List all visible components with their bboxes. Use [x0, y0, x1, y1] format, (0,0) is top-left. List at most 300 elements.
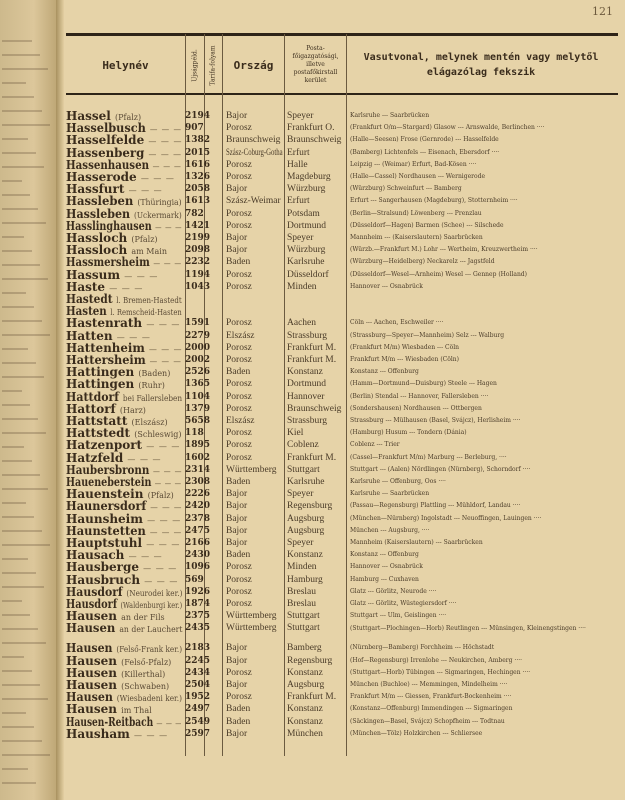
- copy-count: 2098: [185, 245, 211, 256]
- postal-district: Frankfurt M.: [287, 342, 337, 353]
- copy-count: 1382: [185, 135, 211, 146]
- adjacent-page-text-line: [2, 712, 26, 714]
- adjacent-page-text-line: [2, 348, 28, 350]
- railway-route: Frankfurt M/m --- Giessen, Frankfurt-Bockenheim ····: [350, 693, 512, 701]
- copy-count: 1043: [185, 281, 211, 292]
- adjacent-page-text-line: [2, 152, 36, 154]
- place-name-main: Hattingen: [66, 377, 135, 392]
- country: Porosz: [226, 667, 252, 678]
- place-qualifier: (Neurodei ker.): [126, 588, 183, 598]
- copy-count: 2549: [185, 716, 211, 727]
- adjacent-page-text-line: [2, 124, 50, 126]
- leader-dots: — — —: [124, 271, 159, 281]
- place-name-main: Hattersheim: [66, 353, 146, 367]
- place-name-main: Haunstetten: [66, 523, 146, 538]
- table-row: [66, 208, 618, 220]
- adjacent-page-text-line: [2, 488, 48, 490]
- leader-dots: — — —: [153, 259, 183, 269]
- railway-route: (Passau—Regensburg) Plattling --- Mühldorf, Landau ····: [350, 502, 521, 510]
- country: Bajor: [226, 489, 248, 500]
- railway-route: Hannover --- Osnabrück: [350, 282, 423, 290]
- place-name-main: Hassleben: [66, 194, 134, 209]
- copy-count: 2199: [185, 233, 211, 243]
- country: Baden: [226, 257, 251, 268]
- header-post: Posta- főigazgatósági, illetve postafőkirstall kerület: [292, 45, 339, 84]
- country: Baden: [226, 477, 251, 487]
- place-qualifier: am Main: [131, 247, 167, 257]
- railway-route: (Cassel—Frankfurt M/m) Marburg --- Berleburg, ····: [350, 453, 507, 461]
- railway-route: (Strassburg—Speyer—Mannheim) Selz --- Walburg: [350, 331, 505, 339]
- copy-count: 2308: [185, 477, 211, 487]
- country: Elszász: [226, 330, 255, 341]
- place-name-main: Haunersdorf: [66, 499, 147, 514]
- adjacent-page-text-line: [2, 194, 30, 196]
- postal-district: Speyer: [287, 111, 314, 121]
- country: Porosz: [226, 281, 252, 292]
- adjacent-page-text-line: [2, 418, 38, 420]
- copy-count: 2378: [185, 513, 211, 524]
- leader-dots: — — —: [154, 479, 182, 488]
- postal-district: Frankfurt M.: [287, 692, 337, 703]
- postal-district: Speyer: [287, 538, 314, 548]
- postal-district: Dortmund: [287, 379, 327, 390]
- adjacent-page-text-line: [2, 502, 26, 504]
- leader-dots: — — —: [146, 442, 181, 452]
- postal-district: Dortmund: [287, 220, 327, 231]
- place-qualifier: (Pfalz): [131, 235, 158, 244]
- postal-district: Hannover: [287, 391, 325, 402]
- place-qualifier: bei Fallersleben: [122, 393, 183, 403]
- place-name-main: Hastedt: [66, 292, 113, 306]
- country: Württemberg: [226, 623, 277, 634]
- table-row: [66, 679, 618, 691]
- postal-district: Regensburg: [287, 501, 333, 512]
- place-name-main: Hausen: [66, 690, 113, 705]
- postal-district: München: [287, 728, 323, 739]
- adjacent-page-text-line: [2, 320, 42, 322]
- table-row: [66, 691, 618, 703]
- adjacent-page-text-line: [2, 446, 24, 448]
- table-row: [66, 598, 618, 610]
- place-name-main: Hassmersheim: [66, 255, 150, 270]
- copy-count: 2279: [185, 330, 211, 341]
- country: Bajor: [226, 111, 248, 121]
- place-name-main: Hattdorf: [66, 389, 120, 404]
- place-name: [66, 622, 182, 636]
- adjacent-page-text-line: [2, 558, 28, 560]
- adjacent-page-text-line: [2, 432, 46, 434]
- place-name-main: Hasserode: [66, 170, 137, 184]
- railway-route: (Stuttgart—Horb) Tübingen --- Sigmaringen, Hechingen ····: [350, 668, 531, 676]
- railway-route: München (Buchloe) --- Memmingen, Mindelheim ····: [350, 681, 508, 688]
- postal-district: Konstanz: [287, 367, 323, 378]
- copy-count: 2314: [185, 464, 211, 475]
- postal-district: Breslau: [287, 586, 317, 597]
- postal-district: Braunschweig: [287, 135, 342, 146]
- copy-count: 2475: [185, 525, 211, 536]
- railway-route: Mannheim --- (Kaiserslautern) Saarbrücken: [350, 234, 483, 241]
- railway-route: (Stuttgart—Plochingen—Horb) Reutlingen --- Münsingen, Kleinengstingen ····: [350, 625, 586, 633]
- postal-district: Frankfurt O.: [287, 123, 335, 134]
- place-name-main: Hattingen: [66, 365, 135, 380]
- adjacent-page-text-line: [2, 334, 50, 336]
- railway-route: (Berlin) Stendal --- Hannover, Fallersleben ····: [350, 392, 489, 400]
- country: Porosz: [226, 574, 252, 585]
- leader-dots: — — —: [149, 527, 183, 537]
- header-country: Ország: [233, 58, 274, 72]
- postal-district: Potsdam: [287, 208, 320, 219]
- table-row: [66, 464, 618, 476]
- postal-district: Karlsruhe: [287, 477, 325, 487]
- copy-count: 1104: [185, 391, 211, 402]
- table-row: [66, 171, 618, 183]
- copy-count: 1421: [185, 220, 211, 231]
- place-name-main: Haste: [66, 279, 106, 294]
- country: Bajor: [226, 233, 248, 243]
- country: Porosz: [226, 123, 252, 134]
- country: Porosz: [226, 452, 252, 463]
- adjacent-page-text-line: [2, 572, 36, 574]
- table-row: [66, 244, 618, 256]
- railway-route: (Frankfurt O/m—Stargard) Glasow --- Arnswalde, Berlinchen ····: [350, 124, 545, 132]
- postal-district: Breslau: [287, 599, 317, 609]
- table-row: [66, 561, 618, 573]
- adjacent-page-text-line: [2, 292, 26, 294]
- adjacent-page-text-line: [2, 390, 22, 392]
- place-name-main: Hausen: [66, 702, 117, 717]
- railway-route: Konstanz --- Offenburg: [350, 368, 419, 376]
- country: Porosz: [226, 692, 252, 703]
- copy-count: 2597: [185, 728, 211, 739]
- copy-count: 782: [185, 208, 204, 219]
- place-name-main: Hausen: [66, 678, 117, 692]
- postal-district: Karlsruhe: [287, 257, 325, 268]
- place-name-main: Hassloch: [66, 243, 128, 258]
- country: Elszász: [226, 416, 255, 426]
- leader-dots: — — —: [148, 137, 183, 147]
- postal-district: Düsseldorf: [287, 269, 329, 280]
- postal-district: Erfurt: [287, 147, 310, 158]
- place-name-main: Hasselbusch: [66, 121, 146, 136]
- place-name-main: Hasselfelde: [66, 133, 145, 148]
- copy-count: 2015: [185, 147, 211, 158]
- adjacent-page-text-line: [2, 698, 48, 700]
- railway-route: Konstanz --- Offenburg: [350, 551, 419, 559]
- table-row: [66, 366, 618, 378]
- copy-count: 2420: [185, 501, 211, 512]
- table-row: [66, 574, 618, 586]
- copy-count: 1895: [185, 440, 211, 451]
- table-row: [66, 667, 618, 679]
- railway-route: (Säckingen—Basel, Svájcz) Schopfheim --- Todtnau: [350, 717, 505, 725]
- adjacent-page-text-line: [2, 656, 24, 658]
- place-name-main: Hausbruch: [66, 572, 141, 587]
- table-row: [66, 439, 618, 451]
- postal-district: Kiel: [287, 428, 304, 439]
- adjacent-page-text-line: [2, 754, 50, 756]
- railway-route: Coblenz --- Trier: [350, 441, 400, 449]
- table-row: [66, 703, 618, 715]
- adjacent-page-text-line: [2, 474, 40, 476]
- railway-route: Cöln --- Aachen, Eschweiler ····: [350, 319, 444, 327]
- country: Baden: [226, 704, 251, 715]
- copy-count: 2002: [185, 355, 211, 365]
- country: Porosz: [226, 318, 252, 329]
- railway-route: Hannover --- Osnabrück: [350, 563, 423, 571]
- postal-district: Braunschweig: [287, 403, 342, 414]
- leader-dots: — — —: [156, 718, 183, 728]
- copy-count: 2058: [185, 184, 211, 195]
- header-tariff-label: Tarifa-folyam: [210, 44, 218, 86]
- postal-district: Strassburg: [287, 416, 327, 426]
- table-row: [66, 622, 618, 642]
- place-name-main: Hassel: [66, 109, 111, 123]
- place-qualifier: l. Bremen-Hastedt: [116, 296, 182, 305]
- leader-dots: — — —: [144, 576, 179, 586]
- railway-route: (Würzburg) Schweinfurt --- Bamberg: [350, 185, 462, 193]
- country: Porosz: [226, 159, 252, 170]
- adjacent-page-text-line: [2, 180, 22, 182]
- place-name-main: Hatzenport: [66, 438, 143, 453]
- copy-count: 2232: [185, 257, 211, 268]
- table-row: [66, 488, 618, 500]
- copy-count: 2166: [185, 538, 211, 548]
- railway-route: (Konstanz—Offenburg) Immendingen --- Sigmaringen: [350, 705, 513, 713]
- postal-district: Frankfurt M.: [287, 452, 337, 463]
- postal-district: Halle: [287, 159, 308, 170]
- table-row: [66, 134, 618, 146]
- copy-count: 5658: [185, 416, 211, 426]
- railway-route: Karlsruhe --- Saarbrücken: [350, 490, 430, 498]
- country: Bajor: [226, 513, 248, 524]
- postal-district: Aachen: [287, 318, 317, 329]
- place-qualifier: (Thüringia): [137, 198, 182, 208]
- leader-dots: — — —: [155, 222, 183, 232]
- place-qualifier: (Felső-Frank ker.): [116, 645, 183, 655]
- table-row: [66, 183, 618, 195]
- place-name-main: Hausen: [66, 653, 117, 668]
- railway-route: (Berlin—Stralsund) Löwenberg --- Prenzlau: [350, 209, 482, 217]
- place-name-main: Hausach: [66, 548, 125, 563]
- postal-district: Speyer: [287, 489, 314, 500]
- adjacent-page-text-line: [2, 768, 28, 770]
- place-name-main: Hasten: [66, 304, 107, 319]
- postal-district: Minden: [287, 562, 317, 573]
- adjacent-page-text-line: [2, 278, 48, 280]
- country: Württemberg: [226, 611, 277, 622]
- country: Porosz: [226, 269, 252, 280]
- copy-count: 1952: [185, 692, 211, 703]
- postal-district: Augsburg: [287, 513, 325, 524]
- place-name-main: Hattstatt: [66, 414, 128, 428]
- postal-district: Würzburg: [287, 245, 326, 256]
- place-qualifier: (Pfalz): [147, 491, 174, 501]
- country: Porosz: [226, 208, 252, 219]
- copy-count: 2435: [185, 623, 211, 634]
- table-row: [66, 500, 618, 512]
- table-row: [66, 122, 618, 134]
- copy-count: 2183: [185, 643, 211, 654]
- adjacent-page-text-line: [2, 544, 50, 546]
- place-name-main: Hausen: [66, 665, 117, 680]
- place-qualifier: (Waldenburgi ker.): [120, 601, 183, 610]
- table-row: [66, 330, 618, 342]
- copy-count: 2430: [185, 550, 211, 561]
- place-name-main: Hausham: [66, 726, 130, 741]
- adjacent-page-text-line: [2, 306, 34, 308]
- copy-count: 1874: [185, 599, 211, 609]
- postal-district: Konstanz: [287, 550, 323, 561]
- place-qualifier: (Schleswig): [134, 430, 182, 440]
- place-name-main: Hausdorf: [66, 584, 123, 599]
- railway-route: (Bamberg) Lichtenfels --- Eisenach, Ebersdorf ····: [350, 148, 500, 156]
- table-row: [66, 610, 618, 622]
- railway-route: Karlsruhe --- Saarbrücken: [350, 112, 430, 119]
- adjacent-page-text-line: [2, 236, 24, 238]
- copy-count: 907: [185, 123, 204, 134]
- country: Porosz: [226, 391, 252, 402]
- adjacent-page-text-line: [2, 250, 32, 252]
- table-row: [66, 525, 618, 537]
- copy-count: 118: [185, 428, 204, 439]
- place-name-main: Hausen: [66, 621, 116, 636]
- postal-district: Konstanz: [287, 667, 323, 678]
- leader-dots: — — —: [148, 149, 183, 159]
- table-row: [66, 232, 618, 244]
- table-row: [66, 537, 618, 549]
- country: Porosz: [226, 586, 252, 597]
- table-row: [66, 728, 618, 740]
- country: Württemberg: [226, 464, 277, 475]
- place-name-main: Hassleben: [66, 206, 131, 221]
- table-row: [66, 415, 618, 427]
- table-row: [66, 110, 618, 122]
- adjacent-page-text-line: [2, 166, 44, 168]
- copy-count: 1365: [185, 379, 211, 390]
- place-name-main: Hattenheim: [66, 340, 145, 355]
- place-name-main: Hattorf: [66, 401, 116, 416]
- railway-route: (Hamm—Dortmund—Duisburg) Steele --- Hagen: [350, 380, 497, 388]
- leader-dots: — — —: [127, 454, 162, 464]
- leader-dots: — — —: [109, 283, 144, 293]
- header-number-label: Ujságpéld.: [191, 48, 199, 82]
- postal-district: Würzburg: [287, 184, 326, 195]
- table-row: [66, 281, 618, 293]
- country: Bajor: [226, 525, 248, 536]
- table-row: [66, 655, 618, 667]
- copy-count: 1194: [185, 269, 211, 280]
- adjacent-page-text-line: [2, 782, 36, 784]
- table-row: [66, 147, 618, 159]
- railway-route: (München—Nürnberg) Ingolstadt --- Neuoffingen, Lauingen ····: [350, 514, 542, 522]
- leader-dots: — — —: [143, 564, 178, 574]
- leader-dots: — — —: [148, 344, 183, 354]
- table-row: [66, 378, 618, 390]
- place-qualifier: im Thal: [121, 706, 152, 716]
- country: Baden: [226, 367, 251, 378]
- copy-count: 1591: [185, 318, 211, 329]
- table-row: [66, 642, 618, 654]
- page-number: 121: [592, 5, 613, 18]
- table-row: [66, 269, 618, 281]
- railway-route: (Würzburg—Heidelberg) Neckarelz --- Jagstfeld: [350, 258, 495, 266]
- place-name-main: Hauptstuhl: [66, 536, 143, 550]
- table-row: [66, 342, 618, 354]
- postal-district: Frankfurt M.: [287, 355, 337, 365]
- railway-route: (Nürnberg—Bamberg) Forchheim --- Höchstadt: [350, 644, 495, 652]
- table-row: [66, 391, 618, 403]
- place-name: [66, 728, 168, 742]
- adjacent-page-text-line: [2, 614, 30, 616]
- country: Bajor: [226, 245, 248, 256]
- table-row: [66, 403, 618, 415]
- adjacent-page-text-line: [2, 684, 40, 686]
- railway-route: (Würzb.—Frankfurt M.) Lohr --- Wertheim, Kreuzwertheim ····: [350, 246, 538, 254]
- adjacent-page-edge: [0, 0, 56, 800]
- place-name-main: Hausen: [66, 609, 117, 624]
- copy-count: 2434: [185, 667, 211, 678]
- country: Bajor: [226, 680, 248, 690]
- place-qualifier: (Wiesbadeni ker.): [116, 694, 182, 704]
- leader-dots: — — —: [146, 540, 181, 549]
- postal-district: Bamberg: [287, 643, 322, 654]
- railway-route: Leipzig --- (Weimar) Erfurt, Bad-Kösen ····: [350, 160, 477, 168]
- postal-district: Hamburg: [287, 574, 323, 585]
- country: Porosz: [226, 220, 252, 231]
- table-row: [66, 195, 618, 207]
- leader-dots: — — —: [146, 320, 181, 330]
- book-gutter: [56, 0, 64, 800]
- leader-dots: — — —: [150, 503, 183, 513]
- postal-district: Augsburg: [287, 680, 325, 690]
- country: Porosz: [226, 562, 252, 573]
- leader-dots: — — —: [128, 552, 163, 562]
- country: Braunschweig: [226, 135, 281, 146]
- place-name-main: Hattstedt: [66, 426, 131, 441]
- railway-route: (Halle—Seesen) Frose (Gernrode) --- Hasselfelde: [350, 136, 499, 144]
- adjacent-page-text-line: [2, 516, 34, 518]
- copy-count: 2245: [185, 655, 211, 666]
- copy-count: 2497: [185, 704, 211, 715]
- adjacent-page-text-line: [2, 670, 32, 672]
- copy-count: 2000: [185, 342, 211, 353]
- table-row: [66, 452, 618, 464]
- adjacent-page-text-line: [2, 110, 42, 112]
- copy-count: 1602: [185, 452, 211, 463]
- table-row: [66, 305, 618, 317]
- postal-district: Stuttgart: [287, 464, 320, 475]
- country: Szász-Coburg-Gotha: [226, 147, 283, 158]
- header-tariff: [205, 36, 222, 94]
- place-name-main: Haueneberstein: [66, 475, 152, 489]
- country: Bajor: [226, 184, 248, 195]
- adjacent-page-text-line: [2, 530, 42, 532]
- postal-district: Coblenz: [287, 440, 319, 451]
- postal-district: Stuttgart: [287, 611, 320, 622]
- railway-route: (Halle—Cassel) Nordhausen --- Wernigerode: [350, 173, 485, 180]
- railway-route: Stuttgart --- (Aalen) Nördlingen (Nürnberg), Schorndorf ····: [350, 465, 531, 473]
- copy-count: 2375: [185, 611, 211, 622]
- railway-route: Erfurt --- Sangerhausen (Magdeburg), Stotternheim ····: [350, 197, 518, 205]
- adjacent-page-text-line: [2, 264, 40, 266]
- leader-dots: — — —: [140, 174, 175, 183]
- place-qualifier: (Harz): [119, 405, 146, 415]
- place-name-main: Hassfurt: [66, 182, 125, 197]
- leader-dots: — — —: [147, 515, 182, 525]
- country: Porosz: [226, 172, 252, 182]
- place-name-main: Haunsheim: [66, 511, 143, 526]
- country: Bajor: [226, 501, 248, 512]
